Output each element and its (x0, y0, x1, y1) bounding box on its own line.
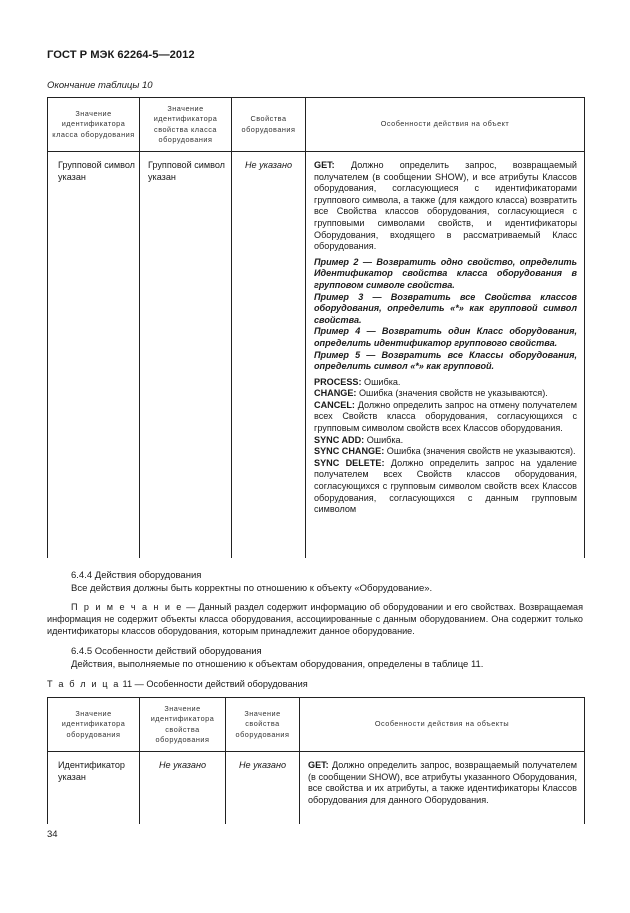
section-text: Все действия должны быть корректны по отношению к объекту «Оборудование». (71, 583, 433, 594)
cell-text: Групповой символ указан (58, 160, 135, 182)
table-10-header-cell: Свойства оборудования (232, 98, 306, 152)
table-10 (47, 97, 585, 558)
section-text: Действия, выполняемые по отношению к объектам оборудования, определены в таблице 11. (71, 659, 484, 670)
section-6-4-4 (47, 569, 583, 595)
document-header: ГОСТ Р МЭК 62264-5—2012 (47, 49, 195, 61)
table-row (48, 752, 585, 824)
cell-text: Не указано (244, 160, 293, 170)
action-label: PROCESS: (314, 376, 362, 387)
sync-delete-action (314, 458, 577, 516)
table-cell (48, 752, 140, 824)
table-11 (47, 697, 585, 824)
action-text: Ошибка (значения свойств не указываются). (358, 388, 548, 399)
table-cell (48, 152, 140, 558)
table-cell (226, 752, 300, 824)
example-3: Пример 3 — Возвратить все Свойства классов оборудования, определить «*» как групповой символ свойства. (314, 291, 577, 325)
action-text: Ошибка (значения свойств не указываются). (386, 446, 576, 457)
action-label: CHANGE: (314, 388, 357, 399)
table-11-header-cell: Значение идентификатора оборудования (48, 698, 140, 752)
table-cell (232, 152, 306, 558)
action-label: GET: (308, 760, 329, 770)
change-action (314, 388, 577, 400)
action-text: Должно определить запрос, возвращаемый получателем (в сообщении SHOW), все атрибуты указанного Оборудования, все свойства и их атрибуты, а также идентификаторы Классов оборудования для данного Оборудования. (308, 760, 577, 805)
table-row (48, 152, 585, 558)
caption-text: 11 — Особенности действий оборудования (119, 679, 308, 689)
table-11-header-cell: Особенности действия на объекты (300, 698, 585, 752)
table-11-header-cell: Значение свойства оборудования (226, 698, 300, 752)
table-11-header-cell: Значение идентификатора свойства оборудования (140, 698, 226, 752)
cell-text: Не указано (158, 760, 207, 770)
sync-add-action (314, 435, 577, 447)
cell-text: Не указано (238, 760, 287, 770)
action-label: CANCEL: (314, 399, 355, 410)
table-cell-description (300, 752, 585, 824)
action-label: SYNC ADD: (314, 434, 365, 445)
get-action (308, 760, 577, 806)
section-title: 6.4.4 Действия оборудования (71, 570, 202, 581)
process-action (314, 377, 577, 389)
example-5: Пример 5 — Возвратить все Классы оборудования, определить символ «*» как групповой. (314, 349, 577, 372)
cell-text: Групповой символ указан (148, 160, 225, 182)
caption-label: Т а б л и ц а (47, 679, 120, 689)
table-10-header-row (48, 98, 585, 152)
section-title: 6.4.5 Особенности действий оборудования (71, 646, 262, 657)
table-10-header-cell: Значение идентификатора свойства класса оборудования (140, 98, 232, 152)
table-cell (140, 152, 232, 558)
action-label: SYNC DELETE: (314, 457, 385, 468)
action-text: Должно определить запрос на отмену получателем всех Свойств класса оборудования, согласующихся с групповым символом свойств всех Классов оборудования. (314, 399, 577, 434)
section-6-4-5 (47, 645, 583, 671)
action-text: Ошибка. (364, 376, 401, 387)
page-number: 34 (47, 829, 58, 840)
sync-change-action (314, 446, 577, 458)
get-action (314, 160, 577, 253)
note-text: — Данный раздел содержит информацию об оборудовании и его свойствах. Возвращаемая информация не содержит объекты класса оборудования, ассоциированные с данным оборудованием. Она содержит только идентификаторы классов оборудования, которым принадлежит данное оборудование. (47, 602, 583, 636)
action-label: SYNC CHANGE: (314, 446, 385, 457)
table-10-header-cell: Особенности действия на объект (306, 98, 585, 152)
cancel-action (314, 400, 577, 435)
example-4: Пример 4 — Возвратить один Класс оборудования, определить идентификатор группового свойства. (314, 326, 577, 348)
cell-text: Идентификатор указан (58, 760, 125, 782)
action-text: Должно определить запрос, возвращаемый получателем (в сообщении SHOW), и все атрибуты Классов оборудования, согласующиеся с идентификаторами группового символа, а также (для каждого класса) возвратить все Свойства классов оборудования, согласующиеся с групповыми символами свойств, и идентификаторы Оборудования, входящего в рассматриваемый Класс оборудования. (314, 160, 577, 252)
action-text: Должно определить запрос на удаление получателем всех Свойств классов оборудования, согласующихся с групповым символом свойств всех Классов оборудования, согласующихся с данным групповым символом (314, 457, 577, 515)
table-11-caption (47, 679, 308, 689)
note-label: П р и м е ч а н и е (71, 602, 183, 612)
action-text: Ошибка. (366, 434, 404, 445)
table-cell (140, 752, 226, 824)
table-cell-description (306, 152, 585, 558)
action-label: GET: (314, 160, 335, 170)
table-continuation-caption: Окончание таблицы 10 (47, 80, 153, 91)
note (47, 601, 583, 637)
example-2: Пример 2 — Возвратить одно свойство, определить Идентификатор свойства класса оборудования в групповом символе свойства. (314, 256, 577, 290)
table-10-header-cell: Значение идентификатора класса оборудования (48, 98, 140, 152)
table-11-header-row (48, 698, 585, 752)
